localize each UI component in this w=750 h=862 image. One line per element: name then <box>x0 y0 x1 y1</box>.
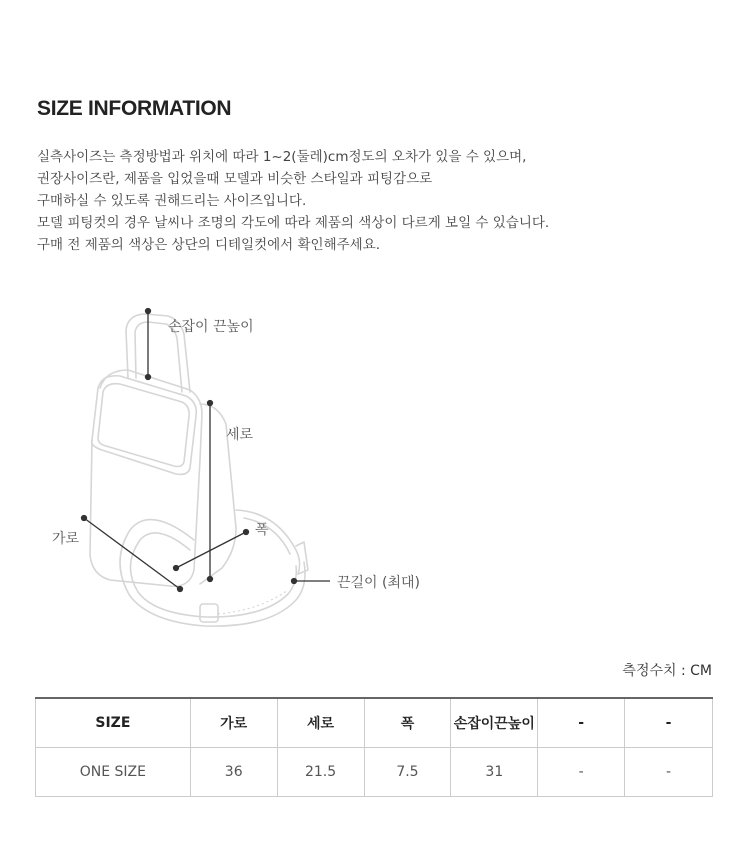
note-line: 구매하실 수 있도록 권해드리는 사이즈입니다. <box>37 193 307 209</box>
unit-label: 측정수치 : CM <box>622 663 712 679</box>
table-header-row <box>36 698 713 748</box>
table-row <box>36 748 713 797</box>
page-title: SIZE INFORMATION <box>37 97 232 120</box>
header-cell-handle-height: 손잡이끈높이 <box>451 698 538 748</box>
bag-flap-inner-outline <box>98 384 189 467</box>
depth-line <box>176 532 246 568</box>
height-dot <box>208 401 213 406</box>
strap-length-label: 끈길이 (최대) <box>337 575 420 591</box>
depth-dot <box>244 530 249 535</box>
cell-size: ONE SIZE <box>36 748 191 797</box>
bag-measurement-diagram <box>40 300 460 645</box>
cell-empty: - <box>538 748 625 797</box>
size-table <box>35 697 713 797</box>
header-cell-size: SIZE <box>36 698 191 748</box>
cell-depth: 7.5 <box>364 748 451 797</box>
header-cell-empty: - <box>538 698 625 748</box>
strap-clip-outline <box>296 542 308 574</box>
cell-handle-height: 31 <box>451 748 538 797</box>
strap-length-dot <box>292 579 297 584</box>
header-cell-depth: 폭 <box>364 698 451 748</box>
width-label: 가로 <box>52 531 80 547</box>
handle-height-dot <box>146 375 151 380</box>
header-cell-width: 가로 <box>190 698 277 748</box>
note-line: 구매 전 제품의 색상은 상단의 디테일컷에서 확인해주세요. <box>37 237 381 253</box>
note-line: 권장사이즈란, 제품을 입었을때 모델과 비슷한 스타일과 피팅감으로 <box>37 171 433 187</box>
note-line: 실측사이즈는 측정방법과 위치에 따라 1~2(둘레)cm정도의 오차가 있을 수 있으며, <box>37 149 527 165</box>
height-label: 세로 <box>226 427 254 443</box>
handle-height-label: 손잡이 끈높이 <box>168 319 254 335</box>
header-cell-height: 세로 <box>277 698 364 748</box>
width-dot <box>178 587 183 592</box>
cell-height: 21.5 <box>277 748 364 797</box>
cell-empty: - <box>625 748 713 797</box>
width-dot <box>82 516 87 521</box>
header-cell-empty: - <box>625 698 713 748</box>
handle-height-dot <box>146 309 151 314</box>
size-notes <box>37 146 717 256</box>
height-dot <box>208 577 213 582</box>
strap-buckle-outline <box>200 604 218 622</box>
depth-dot <box>174 566 179 571</box>
note-line: 모델 피팅컷의 경우 날씨나 조명의 각도에 따라 제품의 색상이 다르게 보일 수 있습니다. <box>37 215 550 231</box>
cell-width: 36 <box>190 748 277 797</box>
depth-label: 폭 <box>255 522 269 538</box>
bag-illustration <box>40 300 460 645</box>
